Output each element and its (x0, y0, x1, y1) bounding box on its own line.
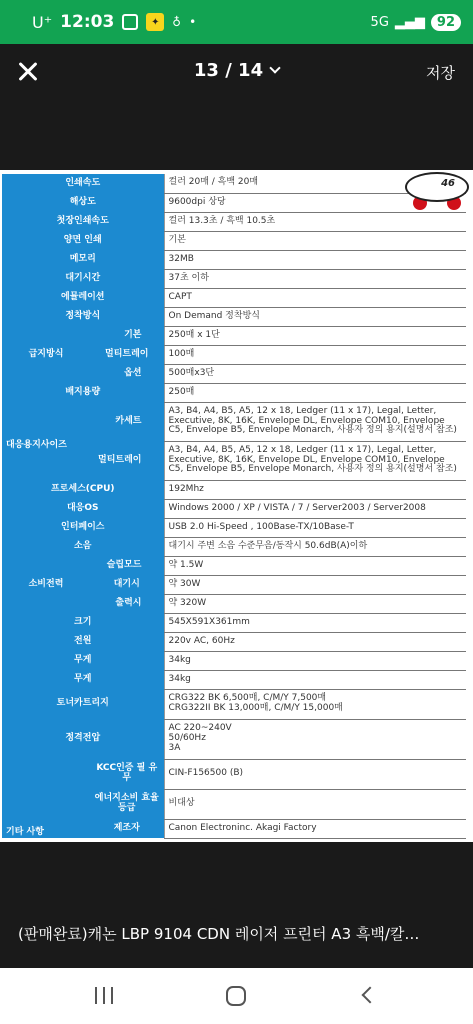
mascot-illustration (393, 170, 473, 214)
spec-label: 크기 (2, 613, 164, 632)
spec-sheet-image[interactable] (0, 170, 473, 842)
table-row (2, 819, 466, 838)
more-dot-icon: • (189, 15, 197, 29)
spec-label (2, 789, 90, 819)
spec-value: A3, B4, A4, B5, A5, 12 x 18, Ledger (11 x 17), Legal, Letter, Executive, 8K, 16K, Envelope DL, Envelope COM10, Envelope C5, Envelope B5, Envelope Monarch, 사용자 정의 용지(설명서 참조) (164, 402, 466, 441)
spec-value: 9600dpi 상당 (164, 193, 466, 212)
table-row (2, 383, 466, 402)
spec-label: 무게 (2, 670, 164, 689)
spec-value: 500매x3단 (164, 364, 466, 383)
spec-value: 34kg (164, 670, 466, 689)
image-counter[interactable] (0, 60, 473, 81)
spec-label: 급지방식 (2, 345, 90, 364)
table-row (2, 364, 466, 383)
spec-table (2, 174, 466, 839)
spec-label: 프로세스(CPU) (2, 480, 164, 499)
spec-label: 대기시간 (2, 269, 164, 288)
table-row (2, 441, 466, 480)
image-counter-label: 13 / 14 (193, 60, 264, 81)
spec-value: 약 320W (164, 594, 466, 613)
spec-label: 인쇄속도 (2, 174, 164, 193)
table-row (2, 480, 466, 499)
spec-label (2, 402, 90, 441)
spec-label: 메모리 (2, 250, 164, 269)
spec-value: CIN-F156500 (B) (164, 759, 466, 789)
spec-value: Windows 2000 / XP / VISTA / 7 / Server2003 / Server2008 (164, 499, 466, 518)
spec-label (2, 759, 90, 789)
table-row (2, 537, 466, 556)
spec-label: 정격전압 (2, 719, 164, 759)
spec-label: 기본 (90, 326, 164, 345)
spec-value: A3, B4, A4, B5, A5, 12 x 18, Ledger (11 x 17), Legal, Letter, Executive, 8K, 16K, Envelope DL, Envelope COM10, Envelope C5, Envelope B5, Envelope Monarch, 사용자 정의 용지(설명서 참조) (164, 441, 466, 480)
screenshot-icon (122, 14, 138, 30)
spec-label: 멀티트레이 (90, 345, 164, 364)
kakao-icon: ✦ (146, 13, 164, 31)
spec-label: 무게 (2, 651, 164, 670)
spec-value: On Demand 정착방식 (164, 307, 466, 326)
table-row (2, 345, 466, 364)
spec-value-line: CRG322 BK 6,500매, C/M/Y 7,500매 (168, 693, 327, 704)
table-row (2, 719, 466, 759)
spec-label: 카세트 (90, 402, 164, 441)
spec-label: 양면 인쇄 (2, 231, 164, 250)
image-caption[interactable]: (판매완료)캐논 LBP 9104 CDN 레이저 프린터 A3 흑백/칼… (18, 925, 420, 943)
table-row (2, 556, 466, 575)
spec-value (164, 689, 466, 719)
clock: 12:03 (60, 12, 115, 32)
spec-value: Canon Electroninc. Akagi Factory (164, 819, 466, 838)
status-bar (0, 0, 473, 44)
back-icon[interactable] (362, 987, 379, 1004)
spec-label: KCC인증 필 유무 (90, 759, 164, 789)
spec-value-line: AC 220~240V (168, 723, 232, 734)
spec-value (164, 719, 466, 759)
spec-label: 소음 (2, 537, 164, 556)
spec-value: 약 1.5W (164, 556, 466, 575)
spec-value: 비대상 (164, 789, 466, 819)
table-row (2, 307, 466, 326)
table-row (2, 632, 466, 651)
save-button[interactable]: 저장 (426, 64, 455, 82)
spec-label: 옵션 (90, 364, 164, 383)
spec-label (2, 594, 90, 613)
spec-label (2, 326, 90, 345)
spec-value: 250매 x 1단 (164, 326, 466, 345)
spec-value: 약 30W (164, 575, 466, 594)
spec-label: 제조자 (90, 819, 164, 838)
spec-value: 컬러 20매 / 흑백 20매 (164, 174, 466, 193)
spec-label: 배지용량 (2, 383, 164, 402)
spec-label: 대응OS (2, 499, 164, 518)
spec-value: USB 2.0 Hi-Speed , 100Base-TX/10Base-T (164, 518, 466, 537)
spec-label: 슬립모드 (90, 556, 164, 575)
table-row (2, 250, 466, 269)
spec-label: 멀티트레이 (90, 441, 164, 480)
spec-label: 정착방식 (2, 307, 164, 326)
spec-value: 250매 (164, 383, 466, 402)
battery-indicator: 92 (431, 14, 461, 31)
spec-label: 소비전력 (2, 575, 90, 594)
spec-label (2, 364, 90, 383)
table-row (2, 518, 466, 537)
spec-value: 컬러 13.3초 / 흑백 10.5초 (164, 212, 466, 231)
spec-value: 기본 (164, 231, 466, 250)
table-row (2, 594, 466, 613)
spec-label: 인터페이스 (2, 518, 164, 537)
spec-value: 192Mhz (164, 480, 466, 499)
system-nav-bar (0, 968, 473, 1024)
spec-value: 대기시 주변 소음 수준무음/동작시 50.6dB(A)이하 (164, 537, 466, 556)
spec-label: 기타 사항 (2, 819, 90, 838)
spec-value: 220v AC, 60Hz (164, 632, 466, 651)
spec-label: 해상도 (2, 193, 164, 212)
mascot-text: 46 (441, 178, 455, 189)
chevron-down-icon (269, 62, 280, 73)
table-row (2, 231, 466, 250)
carrier-label: U⁺ (32, 12, 53, 32)
spec-value-line: 3A (168, 742, 181, 753)
table-row (2, 212, 466, 231)
notification-icon: ♁ (172, 15, 182, 29)
spec-value: 34kg (164, 651, 466, 670)
spec-value: CAPT (164, 288, 466, 307)
signal-icon: ▂▄▆ (394, 14, 425, 30)
table-row (2, 789, 466, 819)
network-label: 5G (370, 14, 389, 30)
table-row (2, 759, 466, 789)
spec-value: 37초 이하 (164, 269, 466, 288)
spec-value: 545X591X361mm (164, 613, 466, 632)
table-row (2, 613, 466, 632)
spec-label: 에너지소비 효율등급 (90, 789, 164, 819)
spec-label (2, 556, 90, 575)
spec-label: 출력시 (90, 594, 164, 613)
home-icon[interactable] (226, 986, 246, 1006)
table-row (2, 575, 466, 594)
viewer-app-bar (0, 44, 473, 100)
spec-label: 전원 (2, 632, 164, 651)
table-row (2, 288, 466, 307)
spec-label: 에뮬레이션 (2, 288, 164, 307)
spec-value-line: 50/60Hz (168, 733, 206, 744)
table-row (2, 402, 466, 441)
recent-apps-icon[interactable] (95, 987, 113, 1004)
spec-value: 32MB (164, 250, 466, 269)
table-row (2, 269, 466, 288)
spec-label: 토너카트리지 (2, 689, 164, 719)
spec-label: 첫장인쇄속도 (2, 212, 164, 231)
spec-label: 대응용지사이즈 (2, 441, 90, 480)
table-row (2, 651, 466, 670)
table-row (2, 499, 466, 518)
table-row (2, 326, 466, 345)
table-row (2, 670, 466, 689)
spec-value-line: CRG322II BK 13,000매, C/M/Y 15,000매 (168, 703, 343, 713)
spec-value: 100매 (164, 345, 466, 364)
table-row (2, 689, 466, 719)
spec-label: 대기시 (90, 575, 164, 594)
